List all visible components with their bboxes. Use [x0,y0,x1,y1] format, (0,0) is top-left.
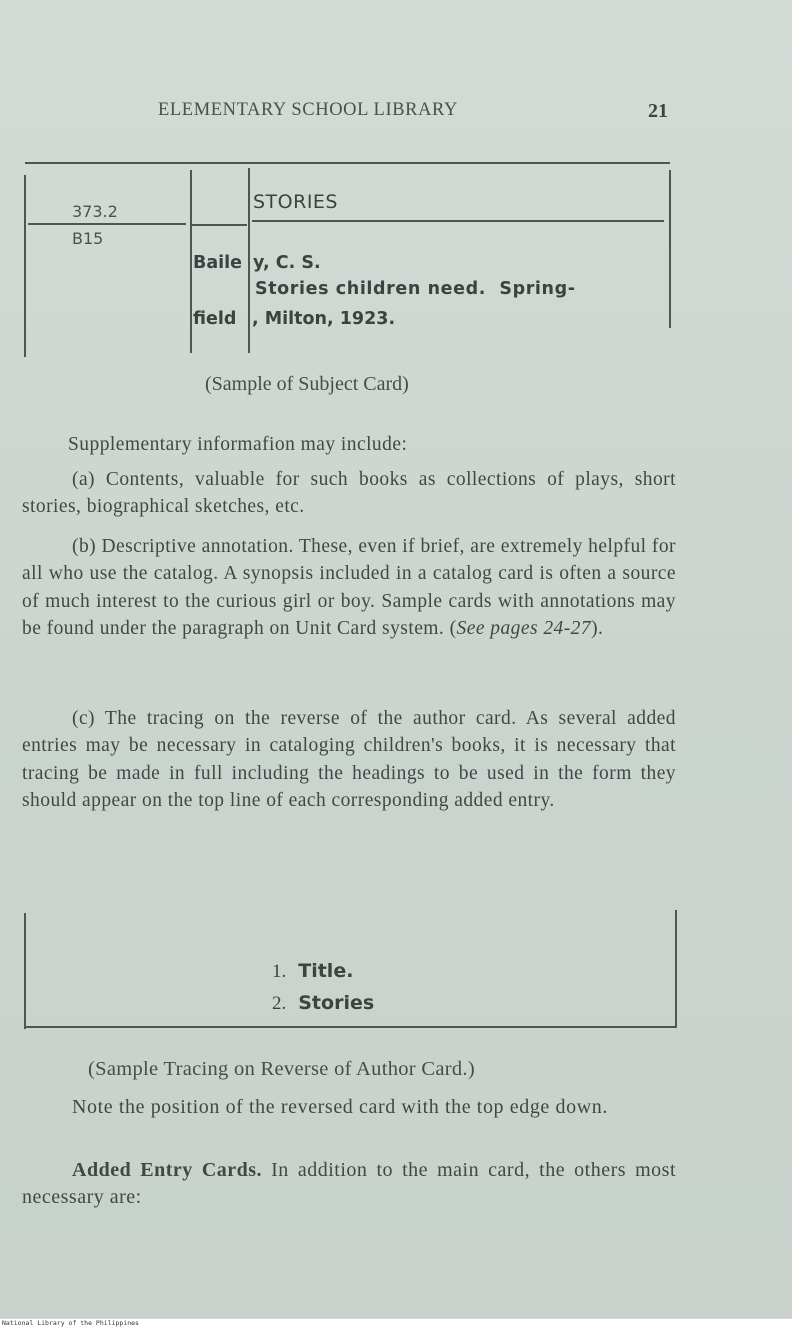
title-line: Stories children need. Spring- [255,279,576,299]
card-right-border [669,170,671,328]
footer-credit: National Library of the Philippines [2,1319,139,1327]
item-b-end: ). [591,617,604,639]
added-entry-text: In addition to the main card, the others most necessary are: [22,1159,676,1209]
intro-paragraph: Supplementary informafion may include: [68,434,408,455]
item-a-paragraph: (a) Contents, valuable for such books as collections of plays, short stories, biographical sketches, etc. [22,469,676,518]
footer-bar [0,1319,792,1328]
imprint-part2: , Milton, 1923. [252,309,396,329]
item-b-paragraph [22,533,676,642]
imprint-part1: field [193,309,237,329]
card-rule-left [190,170,192,353]
card-rule-right [248,168,250,353]
author-part1: Baile [193,253,243,273]
card-top-border [25,162,670,164]
tracing-item-text: Title. [298,960,354,982]
item-c-paragraph: (c) The tracing on the reverse of the author card. As several added entries may be necessary in cataloging children's books, it is necessary that tracing be made in full including the headings to be used in the form they should appear on the top line of each corresponding added entry. [22,708,676,811]
tracing-card-caption: (Sample Tracing on Reverse of Author Card.) [88,1058,475,1080]
added-entry-paragraph [22,1157,676,1212]
subject-card-caption: (Sample of Subject Card) [205,373,409,395]
call-number-divider [28,223,186,225]
page-number: 21 [648,100,668,122]
item-b-text: (b) Descriptive annotation. These, even if brief, are extremely helpful for all who use the catalog. A synopsis included in a catalog card is often a source of much interest to the curious girl or boy. Sample cards with annotations may be found under the paragraph on Unit Card system. ( [22,536,676,639]
tracing-item-text: Stories [298,992,375,1014]
tracing-item-stories [272,992,374,1015]
item-b-page-reference: See pages 24-27 [456,617,592,639]
tracing-item-title [272,960,353,983]
running-title: ELEMENTARY SCHOOL LIBRARY [158,100,458,120]
added-entry-heading: Added Entry Cards. [72,1159,263,1181]
call-number-book: B15 [72,229,104,248]
tracing-bottom-border [24,1026,676,1028]
tracing-item-number: 2. [272,993,287,1014]
note-paragraph: Note the position of the reversed card with the top edge down. [72,1096,608,1118]
call-number-class: 373.2 [72,202,118,221]
subject-underline [252,220,664,222]
indent-divider [192,224,247,226]
subject-heading: STORIES [253,191,338,213]
tracing-item-number: 1. [272,961,287,982]
author-part2: y, C. S. [253,253,321,273]
card-left-border [24,175,26,357]
tracing-right-border [675,910,677,1028]
tracing-left-border [24,913,26,1029]
